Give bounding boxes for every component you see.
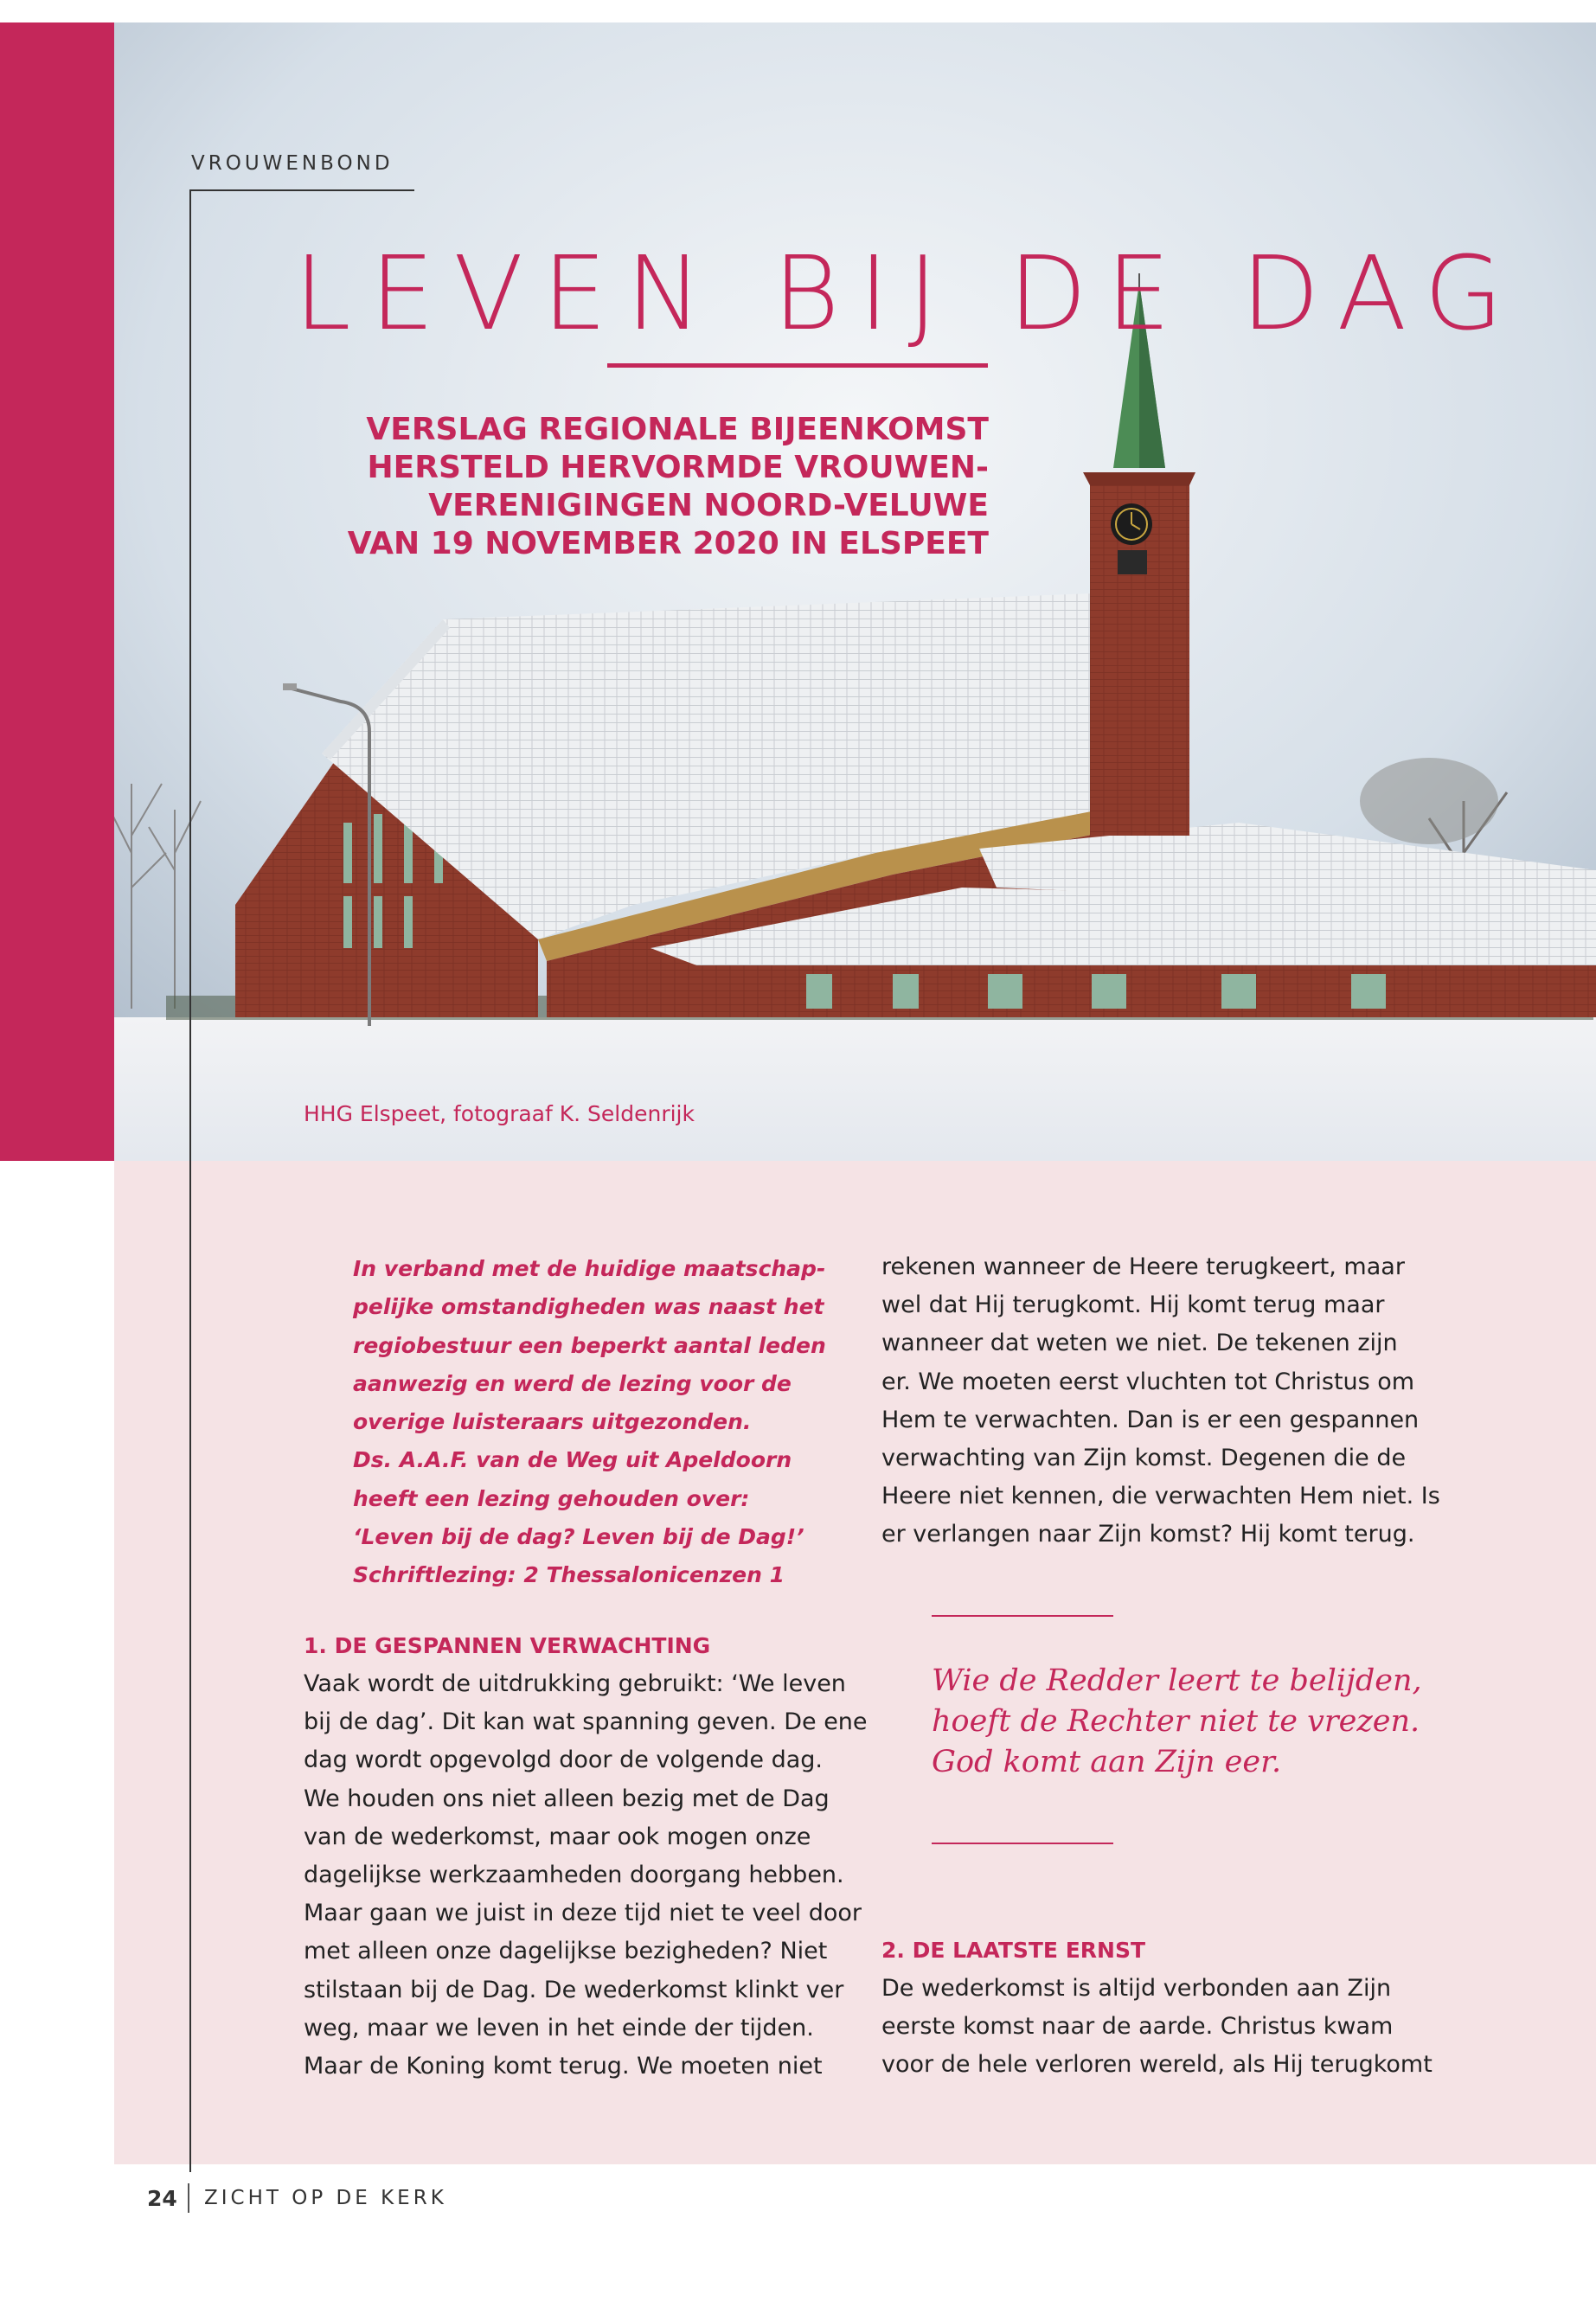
quote-line: hoeft de Rechter niet te vrezen. — [932, 1704, 1420, 1739]
kicker-underline — [189, 189, 414, 191]
page-number: 24 — [147, 2186, 177, 2211]
intro-line: pelijke omstandigheden was naast het — [353, 1294, 824, 1320]
quote-line: God komt aan Zijn eer. — [932, 1745, 1282, 1779]
body-line: Hem te verwachten. Dan is er een gespannen — [881, 1406, 1420, 1433]
subtitle-line: VERSLAG REGIONALE BIJEENKOMST — [366, 412, 989, 447]
intro-line: overige luisteraars uitgezonden. — [353, 1409, 752, 1435]
body-line: bij de dag’. Dit kan wat spanning geven. De ene — [304, 1708, 868, 1736]
section1-heading: 1. DE GESPANNEN VERWACHTING — [304, 1633, 711, 1658]
intro-line: Ds. A.A.F. van de Weg uit Apeldoorn — [353, 1447, 792, 1473]
intro-line: ‘Leven bij de dag? Leven bij de Dag!’ — [353, 1524, 804, 1550]
intro-line: In verband met de huidige maatschap- — [353, 1256, 826, 1281]
intro-line: heeft een lezing gehouden over: — [353, 1485, 750, 1511]
quote-rule-bottom — [932, 1843, 1113, 1844]
body-line: er. We moeten eerst vluchten tot Christus om — [881, 1368, 1415, 1395]
side-color-bar — [0, 22, 114, 1161]
body-line: wanneer dat weten we niet. De tekenen zijn — [881, 1330, 1398, 1357]
subtitle-line: VERENIGINGEN NOORD-VELUWE — [428, 488, 989, 523]
body-line: dag wordt opgevolgd door de volgende dag. — [304, 1747, 823, 1774]
photo-caption: HHG Elspeet, fotograaf K. Seldenrijk — [304, 1101, 695, 1126]
footer-separator — [188, 2183, 189, 2213]
right-column-body — [881, 1248, 1440, 1554]
body-line: Maar de Koning komt terug. We moeten niet — [304, 2053, 823, 2080]
section-kicker: VROUWENBOND — [191, 152, 394, 175]
article-title: LEVEN BIJ DE DAG — [294, 234, 1522, 353]
body-line: wel dat Hij terugkomt. Hij komt terug maar — [881, 1292, 1385, 1319]
section2-body — [881, 1970, 1433, 2085]
body-line: Vaak wordt de uitdrukking gebruikt: ‘We leven — [304, 1670, 846, 1697]
intro-line: regiobestuur een beperkt aantal leden — [353, 1332, 826, 1358]
body-line: eerste komst naar de aarde. Christus kwam — [881, 2013, 1394, 2041]
body-line: Heere niet kennen, die verwachten Hem niet. Is — [881, 1483, 1440, 1510]
body-line: stilstaan bij de Dag. De wederkomst klinkt ver — [304, 1976, 844, 2003]
body-line: met alleen onze dagelijkse bezigheden? Niet — [304, 1938, 828, 1965]
body-line: verwachting van Zijn komst. Degenen die de — [881, 1445, 1407, 1472]
body-line: Maar gaan we juist in deze tijd niet te veel door — [304, 1900, 862, 1927]
body-line: De wederkomst is altijd verbonden aan Zijn — [881, 1975, 1392, 2002]
magazine-name: ZICHT OP DE KERK — [204, 2187, 447, 2209]
body-line: er verlangen naar Zijn komst? Hij komt terug. — [881, 1521, 1415, 1548]
intro-line: Schriftlezing: 2 Thessalonicenzen 1 — [353, 1562, 785, 1588]
body-line: dagelijkse werkzaamheden doorgang hebben. — [304, 1862, 844, 1889]
quote-line: Wie de Redder leert te belijden, — [932, 1663, 1422, 1698]
intro-line: aanwezig en werd de lezing voor de — [353, 1370, 792, 1396]
subtitle-line: HERSTELD HERVORMDE VROUWEN- — [367, 450, 989, 485]
title-rule — [607, 363, 988, 368]
body-line: van de wederkomst, maar ook mogen onze — [304, 1823, 811, 1850]
vertical-guide-line — [189, 189, 191, 2172]
body-line: voor de hele verloren wereld, als Hij terugkomt — [881, 2051, 1433, 2079]
pull-quote — [932, 1661, 1422, 1783]
section1-body — [304, 1665, 868, 2086]
section2-heading: 2. DE LAATSTE ERNST — [881, 1938, 1146, 1963]
subtitle-line: VAN 19 NOVEMBER 2020 IN ELSPEET — [347, 526, 989, 561]
body-line: rekenen wanneer de Heere terugkeert, maar — [881, 1253, 1405, 1280]
body-line: We houden ons niet alleen bezig met de Dag — [304, 1785, 830, 1812]
article-subtitle — [297, 411, 989, 563]
body-line: weg, maar we leven in het einde der tijden. — [304, 2014, 814, 2041]
quote-rule-top — [932, 1615, 1113, 1617]
church-photo — [114, 22, 1596, 1161]
intro-paragraph — [353, 1250, 826, 1595]
